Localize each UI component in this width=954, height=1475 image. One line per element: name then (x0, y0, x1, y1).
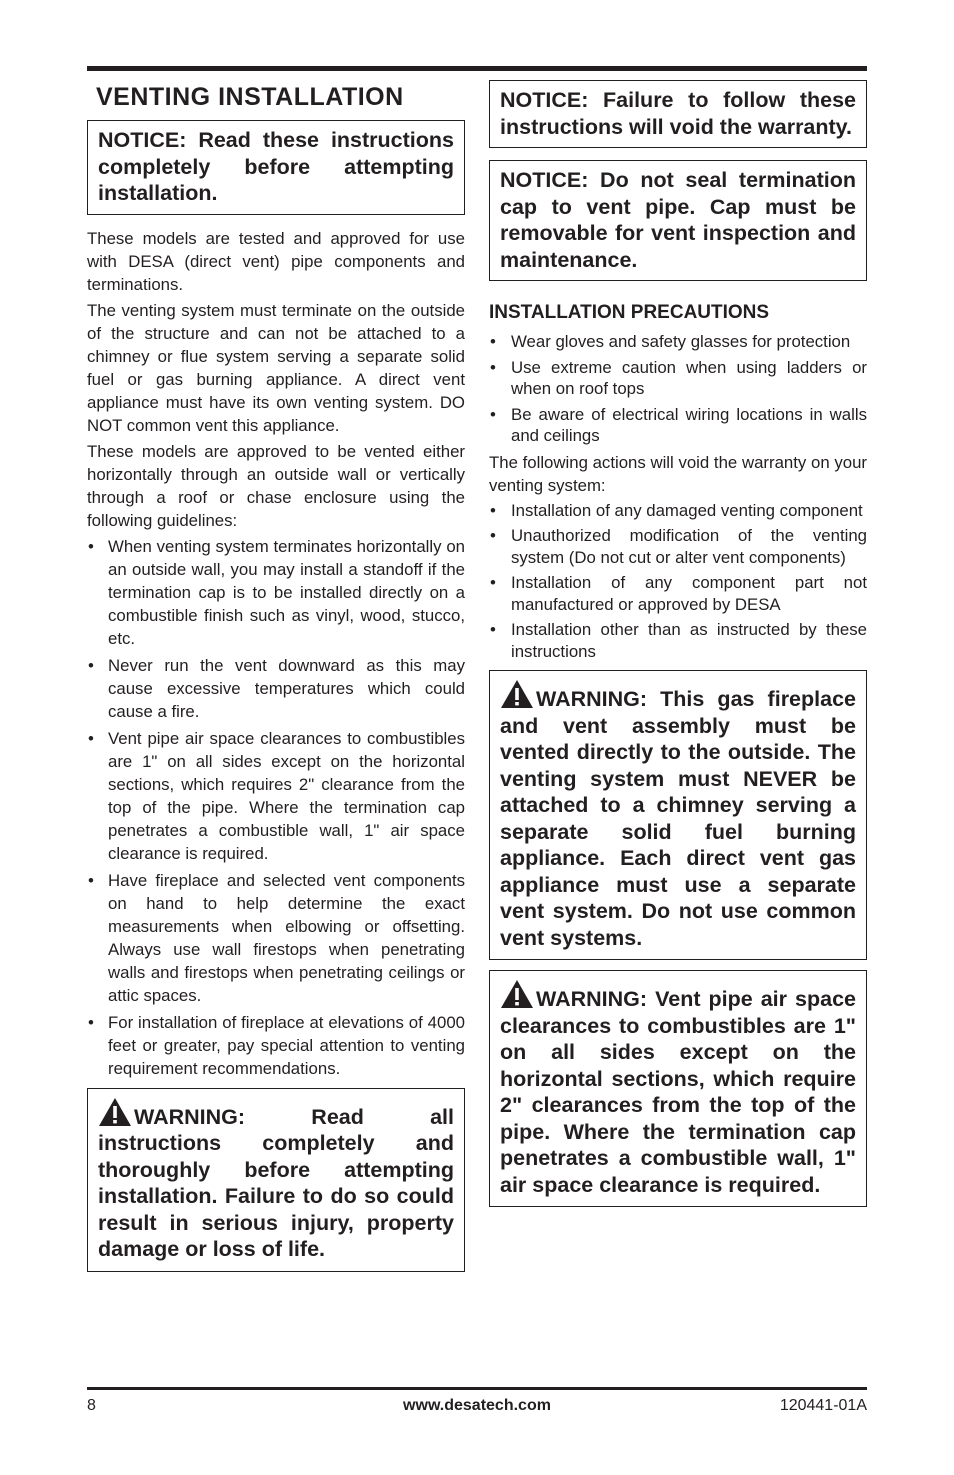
left-column (87, 80, 465, 1272)
precautions-list (489, 331, 867, 447)
footer-website: www.desatech.com (403, 1397, 551, 1414)
warning-clearances (489, 970, 867, 1207)
warning-text: WARNING: Vent pipe air space clearances to combustibles are 1" on all sides except on the horizontal sections, which require 2" clearances from the top of the pipe. Where the termination cap penetrates a combustible wall, 1" air space clearance is required. (500, 987, 856, 1197)
warning-text: WARNING: This gas fireplace and vent assembly must be vented directly to the outside. The venting system must NEVER be attached to a chimney serving a separate solid fuel burning appliance. Each direct vent gas appliance must use a separate vent system. Do not use common vent systems. (500, 687, 856, 950)
void-list (489, 500, 867, 663)
warning-icon (500, 679, 534, 709)
top-rule (87, 66, 867, 71)
list-item: • Never run the vent downward as this may cause excessive temperatures which could cause a fire. (87, 654, 465, 723)
list-item: • When venting system terminates horizontally on an outside wall, you may install a standoff if the termination cap is to be installed directly on a combustible finish such as vinyl, wood, stucco, etc. (87, 535, 465, 650)
notice-read-instructions: NOTICE: Read these instructions completely before attempting installation. (87, 120, 465, 215)
right-column (489, 80, 867, 1207)
list-item: • Installation other than as instructed by these instructions (489, 619, 867, 662)
precautions-heading: INSTALLATION PRECAUTIONS (489, 302, 770, 323)
list-item: • Unauthorized modification of the venting system (Do not cut or alter vent components) (489, 525, 867, 568)
bottom-rule (87, 1387, 867, 1390)
warning-read-instructions (87, 1088, 465, 1272)
list-item: • Have fireplace and selected vent components on hand to help determine the exact measurements when elbowing or offsetting. Always use wall firestops when penetrating walls and firestops when penetrating ceilings or attic spaces. (87, 869, 465, 1007)
warning-vent-outside (489, 670, 867, 960)
notice-warranty: NOTICE: Failure to follow these instructions will void the warranty. (489, 80, 867, 148)
document-number: 120441-01A (779, 1397, 867, 1414)
section-title: VENTING INSTALLATION (96, 83, 404, 111)
void-intro: The following actions will void the warranty on your venting system: (489, 452, 867, 495)
list-item: • Use extreme caution when using ladders or when on roof tops (489, 357, 867, 400)
paragraph: These models are approved to be vented either horizontally through an outside wall or vertically through a roof or chase enclosure using the following guidelines: (87, 441, 465, 530)
list-item: • Wear gloves and safety glasses for protection (489, 331, 867, 353)
page-number: 8 (87, 1397, 96, 1414)
notice-termination-cap: NOTICE: Do not seal termination cap to vent pipe. Cap must be removable for vent inspection and maintenance. (489, 160, 867, 281)
warning-text: WARNING: Read all instructions completely and thoroughly before attempting installation. Failure to do so could result in serious injury, property damage or loss of life. (98, 1104, 454, 1261)
guidelines-list (87, 535, 465, 1080)
warning-icon (500, 979, 534, 1009)
list-item: • For installation of fireplace at elevations of 4000 feet or greater, pay special attention to venting requirement recommendations. (87, 1011, 465, 1080)
list-item: • Installation of any component part not manufactured or approved by DESA (489, 572, 867, 615)
warning-icon (98, 1097, 132, 1127)
list-item: • Vent pipe air space clearances to combustibles are 1" on all sides except on the horizontal sections, which requires 2" clearance from the top of the pipe. Where the termination cap penetrates a combustible wall, 1" air space clearance is required. (87, 727, 465, 865)
paragraph: These models are tested and approved for use with DESA (direct vent) pipe components and terminations. (87, 228, 465, 294)
list-item: • Installation of any damaged venting component (489, 500, 867, 522)
list-item: • Be aware of electrical wiring locations in walls and ceilings (489, 404, 867, 447)
paragraph: The venting system must terminate on the outside of the structure and can not be attached to a chimney or flue system serving a separate solid fuel or gas burning appliance. A direct vent appliance must have its own venting system. DO NOT common vent this appliance. (87, 300, 465, 435)
